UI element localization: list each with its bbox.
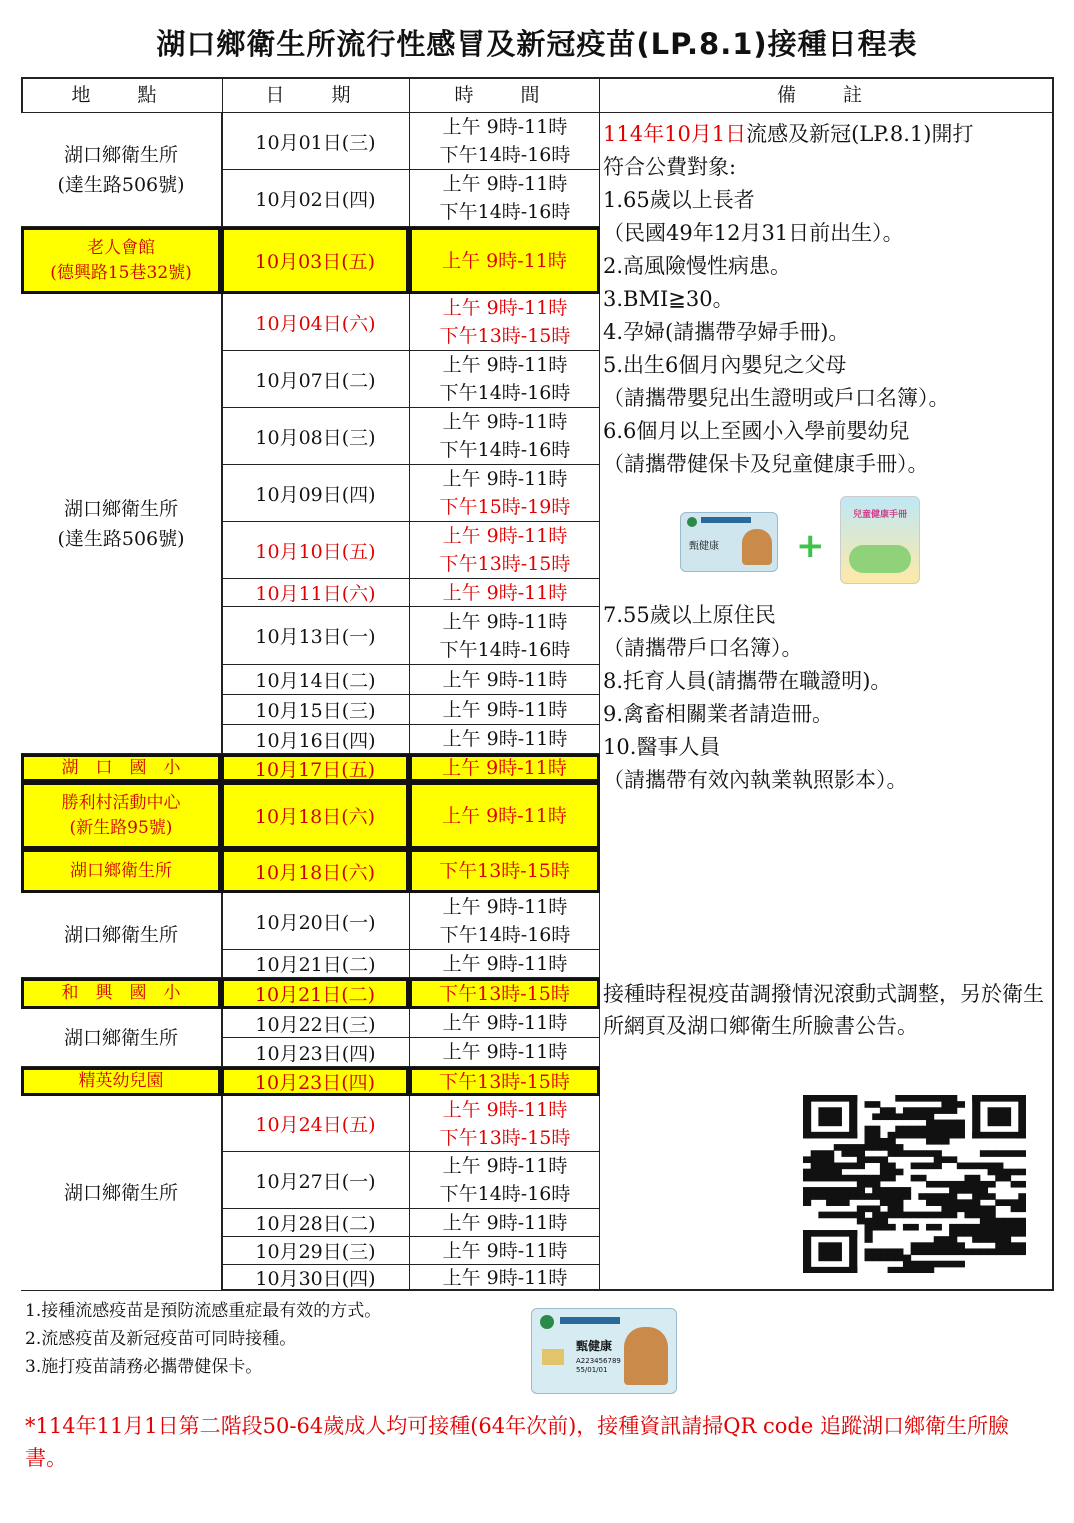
- time-slot: 上午 9時-11時: [442, 1098, 568, 1121]
- date-cell: 10月09日(四): [221, 465, 409, 521]
- time-slot: 上午 9時-11時: [442, 581, 568, 604]
- card-holder-name: 甄健康: [689, 541, 719, 552]
- time-cell: [409, 465, 600, 521]
- date-cell: 10月22日(三): [221, 1009, 409, 1037]
- time-cell: [409, 1067, 600, 1096]
- time-cell: [409, 978, 600, 1009]
- footnote-3: 3.施打疫苗請務必攜帶健保卡。: [25, 1357, 263, 1377]
- time-slot: 下午13時-15時: [439, 325, 571, 347]
- card-holder-name: 甄健康: [576, 1339, 613, 1353]
- time-slot: 上午 9時-11時: [442, 952, 568, 975]
- date-cell: 10月01日(三): [221, 113, 409, 169]
- date-cell: 10月27日(一): [221, 1152, 409, 1208]
- location-text: 湖口鄉衛生所: [63, 1026, 178, 1049]
- time-slot: 上午 9時-11時: [442, 354, 568, 376]
- location-cell: [21, 754, 221, 782]
- notes-line: （民國49年12月31日前出生）。: [603, 221, 904, 245]
- location-text: 湖口鄉衛生所: [63, 1182, 178, 1204]
- footnote-2: 2.流感疫苗及新冠疫苗可同時接種。: [25, 1329, 297, 1349]
- child-health-handbook-image: [840, 496, 920, 584]
- time-slot: 下午13時-15時: [439, 982, 570, 1005]
- location-text: 湖口鄉衛生所: [63, 924, 178, 946]
- time-slot: 上午 9時-11時: [442, 668, 568, 691]
- notes-line: 3.BMI≧30。: [603, 287, 734, 311]
- time-slot: 上午 9時-11時: [442, 297, 568, 319]
- location-text: (新生路95號): [69, 817, 173, 838]
- card-logo-icon: [540, 1315, 554, 1329]
- notes-first-line: [603, 118, 1048, 151]
- date-cell: 10月07日(二): [221, 351, 409, 407]
- date-cell: 10月29日(三): [221, 1237, 409, 1264]
- notes-line: （請攜帶嬰兒出生證明或戶口名簿）。: [603, 386, 950, 410]
- date-cell: 10月21日(二): [221, 950, 409, 977]
- location-text: (達生路506號): [57, 527, 185, 550]
- location-text: 湖 口 國 小: [61, 757, 181, 778]
- notes-line: （請攜帶有效內執業執照影本）。: [603, 768, 908, 792]
- date-cell: 10月17日(五): [221, 754, 409, 782]
- location-text: (達生路506號): [57, 173, 185, 196]
- time-slot: 上午 9時-11時: [442, 804, 567, 827]
- time-slot: 上午 9時-11時: [442, 728, 568, 750]
- notes-line: （請攜帶健保卡及兒童健康手冊）。: [603, 452, 929, 476]
- phase-two-notice: *114年11月1日第二階段50-64歲成人均可接種(64年次前)，接種資訊請掃QR code 追蹤湖口鄉衛生所臉書。: [25, 1414, 1009, 1470]
- time-slot: 下午14時-16時: [439, 1183, 571, 1205]
- date-cell: 10月02日(四): [221, 170, 409, 226]
- date-cell: 10月23日(四): [221, 1067, 409, 1096]
- plus-icon: +: [796, 526, 825, 566]
- notes-line: 5.出生6個月內嬰兒之父母: [603, 353, 847, 377]
- time-slot: 下午14時-16時: [439, 924, 571, 946]
- card-header-bar: [701, 517, 751, 523]
- table-row: [21, 978, 600, 1009]
- health-insurance-card-image-2: [531, 1308, 677, 1394]
- card-chip: [542, 1349, 564, 1365]
- time-slot: 上午 9時-11時: [442, 1211, 568, 1234]
- time-slot: 上午 9時-11時: [442, 411, 568, 433]
- time-cell: [409, 351, 600, 407]
- time-slot: 上午 9時-11時: [442, 525, 568, 547]
- time-slot: 下午14時-16時: [439, 201, 571, 223]
- notes-line: 10.醫事人員: [603, 735, 721, 759]
- location-text: 精英幼兒園: [78, 1071, 164, 1091]
- time-cell: [409, 294, 600, 350]
- time-slot: 下午14時-16時: [439, 144, 571, 166]
- header-notes: 備 註: [776, 84, 876, 106]
- time-cell: [409, 725, 600, 753]
- location-group-cell: [21, 1009, 221, 1067]
- notes-line: 符合公費對象:: [603, 155, 737, 179]
- time-cell: [409, 1265, 600, 1290]
- schedule-adjust-note: 接種時程視疫苗調撥情況滾動式調整，另於衛生所網頁及湖口鄉衛生所臉書公告。: [603, 982, 1044, 1038]
- notes-line: 7.55歲以上原住民: [603, 603, 776, 627]
- notes-line: 1.65歲以上長者: [603, 188, 755, 212]
- time-cell: [409, 1152, 600, 1208]
- location-group-cell: [21, 1096, 221, 1291]
- table-row: [21, 1067, 600, 1096]
- time-cell: [409, 665, 600, 694]
- notes-line: 8.托育人員(請攜帶在職證明)。: [603, 669, 892, 693]
- notes-line: 4.孕婦(請攜帶孕婦手冊)。: [603, 320, 850, 344]
- health-insurance-card-image: [680, 512, 778, 572]
- time-slot: 上午 9時-11時: [442, 249, 567, 272]
- time-slot: 下午15時-19時: [439, 496, 571, 518]
- images-spacer: [603, 481, 1048, 599]
- location-text: 和 興 國 小: [61, 983, 181, 1003]
- time-cell: [409, 893, 600, 949]
- time-slot: 上午 9時-11時: [442, 468, 568, 490]
- location-group-cell: [21, 893, 221, 978]
- notes-line: 6.6個月以上至國小入學前嬰幼兒: [603, 419, 910, 443]
- time-cell: [409, 1209, 600, 1236]
- date-cell: 10月18日(六): [221, 782, 409, 849]
- location-cell: [21, 1067, 221, 1096]
- table-row: [21, 754, 600, 782]
- notes-line: 2.高風險慢性病患。: [603, 254, 792, 278]
- date-cell: 10月13日(一): [221, 607, 409, 664]
- time-cell: [409, 113, 600, 169]
- time-cell: [409, 227, 600, 294]
- time-cell: [409, 849, 600, 893]
- qr-code-icon[interactable]: [803, 1095, 1026, 1273]
- time-slot: 上午 9時-11時: [442, 1155, 568, 1177]
- time-slot: 下午13時-15時: [439, 1070, 570, 1093]
- time-slot: 下午13時-15時: [439, 1126, 571, 1149]
- header-time: 時 間: [454, 84, 554, 106]
- location-cell: [21, 849, 221, 893]
- card-portrait: [624, 1327, 668, 1385]
- start-date: 114年10月1日: [603, 122, 747, 146]
- notes-line: 9.禽畜相關業者請造冊。: [603, 702, 834, 726]
- time-cell: [409, 522, 600, 578]
- date-cell: 10月10日(五): [221, 522, 409, 578]
- time-slot: 下午13時-15時: [439, 860, 570, 882]
- date-cell: 10月15日(三): [221, 695, 409, 724]
- header-date: 日 期: [265, 84, 365, 106]
- time-slot: 上午 9時-11時: [442, 1266, 568, 1289]
- handbook-label: 兒童健康手冊: [852, 510, 907, 520]
- date-cell: 10月18日(六): [221, 849, 409, 893]
- date-cell: 10月03日(五): [221, 227, 409, 294]
- time-cell: [409, 579, 600, 606]
- time-cell: [409, 1038, 600, 1066]
- date-cell: 10月16日(四): [221, 725, 409, 753]
- date-cell: 10月11日(六): [221, 579, 409, 606]
- time-slot: 下午14時-16時: [439, 382, 571, 404]
- location-text: 湖口鄉衛生所: [63, 143, 178, 166]
- time-cell: [409, 408, 600, 464]
- location-text: 勝利村活動中心: [61, 792, 181, 813]
- time-slot: 上午 9時-11時: [442, 610, 568, 633]
- location-group-cell: [21, 113, 221, 227]
- start-text: 流感及新冠(LP.8.1)開打: [746, 122, 974, 146]
- footnote-1: 1.接種流感疫苗是預防流感重症最有效的方式。: [25, 1301, 382, 1321]
- time-cell: [409, 754, 600, 782]
- date-cell: 10月21日(二): [221, 978, 409, 1009]
- time-slot: 上午 9時-11時: [442, 173, 568, 195]
- time-cell: [409, 607, 600, 664]
- time-slot: 上午 9時-11時: [442, 698, 568, 721]
- table-row: [21, 782, 600, 849]
- time-slot: 上午 9時-11時: [442, 1239, 568, 1262]
- page-title: 湖口鄉衛生所流行性感冒及新冠疫苗(LP.8.1)接種日程表: [156, 27, 918, 61]
- date-cell: 10月24日(五): [221, 1096, 409, 1151]
- time-slot: 下午14時-16時: [439, 439, 571, 461]
- date-cell: 10月14日(二): [221, 665, 409, 694]
- time-slot: 上午 9時-11時: [442, 757, 567, 779]
- time-slot: 上午 9時-11時: [442, 1012, 568, 1034]
- time-cell: [409, 782, 600, 849]
- date-cell: 10月30日(四): [221, 1265, 409, 1290]
- time-slot: 下午14時-16時: [439, 638, 571, 661]
- date-cell: 10月20日(一): [221, 893, 409, 949]
- date-cell: 10月28日(二): [221, 1209, 409, 1236]
- card-logo-icon: [687, 517, 697, 527]
- time-slot: 下午13時-15時: [439, 553, 571, 575]
- location-cell: [21, 978, 221, 1009]
- table-row: [21, 227, 600, 294]
- location-text: (德興路15巷32號): [50, 262, 192, 283]
- location-text: 湖口鄉衛生所: [70, 860, 172, 881]
- card-portrait: [742, 529, 772, 565]
- time-cell: [409, 695, 600, 724]
- notes-line: （請攜帶戶口名簿）。: [603, 636, 803, 660]
- location-cell: [21, 782, 221, 849]
- date-cell: 10月08日(三): [221, 408, 409, 464]
- time-cell: [409, 950, 600, 977]
- card-header-bar: [560, 1317, 620, 1324]
- table-row: [21, 849, 600, 893]
- location-text: 老人會館: [87, 237, 155, 258]
- time-slot: 上午 9時-11時: [442, 1041, 568, 1063]
- date-cell: 10月23日(四): [221, 1038, 409, 1066]
- time-cell: [409, 1096, 600, 1151]
- time-slot: 上午 9時-11時: [442, 116, 568, 138]
- location-text: 湖口鄉衛生所: [63, 497, 178, 520]
- time-cell: [409, 1009, 600, 1037]
- eligibility-notes: [603, 118, 1048, 797]
- card-date: 55/01/01: [576, 1366, 608, 1374]
- location-group-cell: [21, 294, 221, 754]
- time-cell: [409, 170, 600, 226]
- handbook-illustration: [849, 545, 911, 573]
- time-cell: [409, 1237, 600, 1264]
- date-cell: 10月04日(六): [221, 294, 409, 350]
- time-slot: 上午 9時-11時: [442, 896, 568, 918]
- location-cell: [21, 227, 221, 294]
- header-location: 地 點: [71, 84, 171, 106]
- card-number: A223456789: [576, 1357, 621, 1365]
